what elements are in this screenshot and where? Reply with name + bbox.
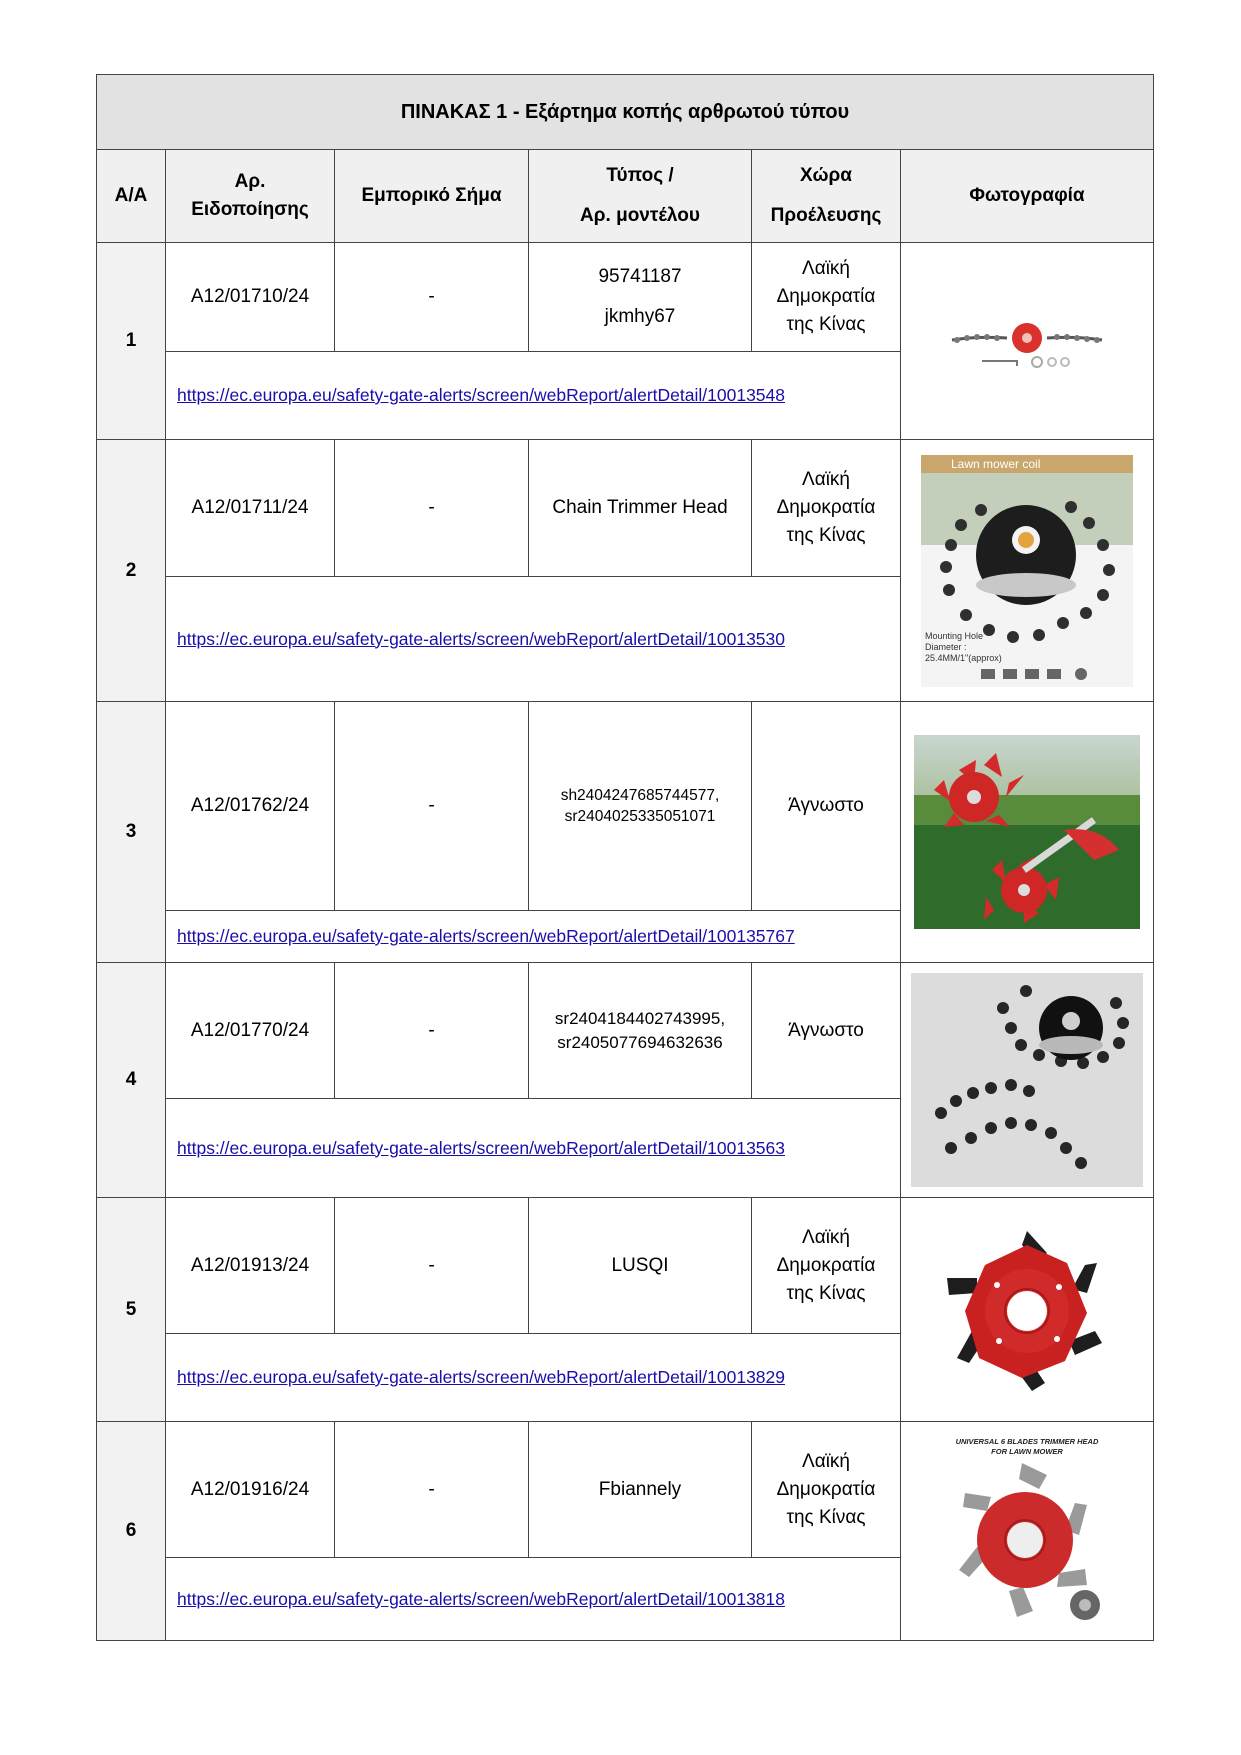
row-number: 2 <box>97 440 166 702</box>
model-value: LUSQI <box>529 1198 752 1334</box>
model-value <box>529 702 752 911</box>
header-country-line2: Προέλευσης <box>770 205 882 226</box>
photo-caption: Mounting Hole <box>925 630 984 641</box>
table-row <box>97 440 1154 577</box>
products-table <box>96 74 1154 1641</box>
country-value <box>752 440 901 577</box>
country-line: της Κίνας <box>786 1282 866 1304</box>
model-line: jkmhy67 <box>604 306 676 327</box>
photo-caption: Diameter : <box>925 641 967 652</box>
model-value <box>529 243 752 352</box>
header-aa: Α/Α <box>97 150 166 243</box>
alert-link-cell <box>166 1558 901 1641</box>
header-type-line2: Αρ. μοντέλου <box>580 205 700 226</box>
country-line: Λαϊκή <box>802 258 850 279</box>
header-notification-line1: Αρ. <box>234 171 266 192</box>
notification-number: A12/01913/24 <box>166 1198 335 1334</box>
country-line: της Κίνας <box>786 525 866 546</box>
header-brand: Εμπορικό Σήμα <box>335 150 529 243</box>
row-number: 1 <box>97 243 166 440</box>
row-number: 4 <box>97 963 166 1198</box>
model-value <box>529 963 752 1099</box>
model-line: sh2404247685744577, <box>560 787 720 804</box>
brand-value: - <box>335 1198 529 1334</box>
alert-link[interactable]: https://ec.europa.eu/safety-gate-alerts/screen/webReport/alertDetail/10013530 <box>177 628 785 649</box>
header-photo: Φωτογραφία <box>901 150 1154 243</box>
alert-link[interactable]: https://ec.europa.eu/safety-gate-alerts/screen/webReport/alertDetail/10013818 <box>177 1588 785 1609</box>
alert-link[interactable]: https://ec.europa.eu/safety-gate-alerts/screen/webReport/alertDetail/10013829 <box>177 1367 785 1387</box>
country-value <box>752 1198 901 1334</box>
brand-value: - <box>335 243 529 352</box>
row-number: 5 <box>97 1198 166 1422</box>
country-line: Δημοκρατία <box>776 1254 876 1276</box>
header-notification-line2: Ειδοποίησης <box>191 199 309 220</box>
country-line: Δημοκρατία <box>776 497 876 518</box>
alert-link-cell <box>166 1099 901 1198</box>
brand-value: - <box>335 1422 529 1558</box>
notification-number: A12/01916/24 <box>166 1422 335 1558</box>
country-line: Δημοκρατία <box>776 1478 876 1500</box>
chain-trimmer-photo <box>947 306 1107 376</box>
table-row <box>97 1422 1154 1558</box>
lawn-mower-coil-photo <box>921 455 1133 687</box>
row-number: 3 <box>97 702 166 963</box>
notification-number: A12/01762/24 <box>166 702 335 911</box>
alert-link[interactable]: https://ec.europa.eu/safety-gate-alerts/screen/webReport/alertDetail/10013548 <box>177 385 785 405</box>
model-value: Chain Trimmer Head <box>529 440 752 577</box>
alert-link-cell <box>166 911 901 963</box>
country-line: της Κίνας <box>786 314 866 335</box>
model-value: Fbiannely <box>529 1422 752 1558</box>
country-value: Άγνωστο <box>752 702 901 911</box>
product-photo-4 <box>901 963 1154 1198</box>
brand-value: - <box>335 702 529 911</box>
table-row <box>97 702 1154 911</box>
blade-grass-photo <box>914 735 1140 929</box>
chain-head-photo <box>911 973 1143 1187</box>
header-country <box>752 150 901 243</box>
photo-banner: UNIVERSAL 6 BLADES TRIMMER HEAD <box>955 1437 1099 1446</box>
product-photo-1 <box>901 243 1154 440</box>
table-row <box>97 243 1154 352</box>
product-photo-2 <box>901 440 1154 702</box>
product-photo-6 <box>901 1422 1154 1641</box>
model-line: sr2404184402743995, <box>554 1008 726 1028</box>
table-row <box>97 963 1154 1099</box>
header-type <box>529 150 752 243</box>
header-notification <box>166 150 335 243</box>
six-blade-head-photo <box>937 1223 1117 1397</box>
alert-link[interactable]: https://ec.europa.eu/safety-gate-alerts/screen/webReport/alertDetail/100135767 <box>177 926 795 946</box>
brand-value: - <box>335 440 529 577</box>
alert-link-cell <box>166 577 901 702</box>
alert-link-cell <box>166 352 901 440</box>
photo-caption: 25.4MM/1"(approx) <box>925 652 1002 663</box>
header-type-line1: Τύπος / <box>606 165 674 186</box>
country-line: Λαϊκή <box>802 1450 850 1472</box>
brand-value: - <box>335 963 529 1099</box>
notification-number: A12/01770/24 <box>166 963 335 1099</box>
table-row <box>97 1198 1154 1334</box>
product-photo-5 <box>901 1198 1154 1422</box>
alert-link-cell <box>166 1334 901 1422</box>
model-line: sr2404025335051071 <box>564 808 716 825</box>
universal-blade-head-photo <box>947 1435 1107 1627</box>
country-line: Λαϊκή <box>802 1226 850 1248</box>
header-row <box>97 150 1154 243</box>
header-country-line1: Χώρα <box>800 165 852 186</box>
photo-banner: Lawn mower coil <box>951 456 1041 471</box>
row-number: 6 <box>97 1422 166 1641</box>
notification-number: A12/01710/24 <box>166 243 335 352</box>
table-title: ΠΙΝΑΚΑΣ 1 - Εξάρτημα κοπής αρθρωτού τύπου <box>97 75 1154 150</box>
model-line: 95741187 <box>598 266 682 287</box>
model-line: sr2405077694632636 <box>557 1032 723 1052</box>
notification-number: A12/01711/24 <box>166 440 335 577</box>
country-line: Λαϊκή <box>802 469 850 490</box>
photo-banner: FOR LAWN MOWER <box>991 1447 1063 1456</box>
country-value <box>752 243 901 352</box>
product-photo-3 <box>901 702 1154 963</box>
country-value <box>752 1422 901 1558</box>
country-value: Άγνωστο <box>752 963 901 1099</box>
country-line: Δημοκρατία <box>776 286 876 307</box>
alert-link[interactable]: https://ec.europa.eu/safety-gate-alerts/screen/webReport/alertDetail/10013563 <box>177 1137 785 1158</box>
country-line: της Κίνας <box>786 1506 866 1528</box>
